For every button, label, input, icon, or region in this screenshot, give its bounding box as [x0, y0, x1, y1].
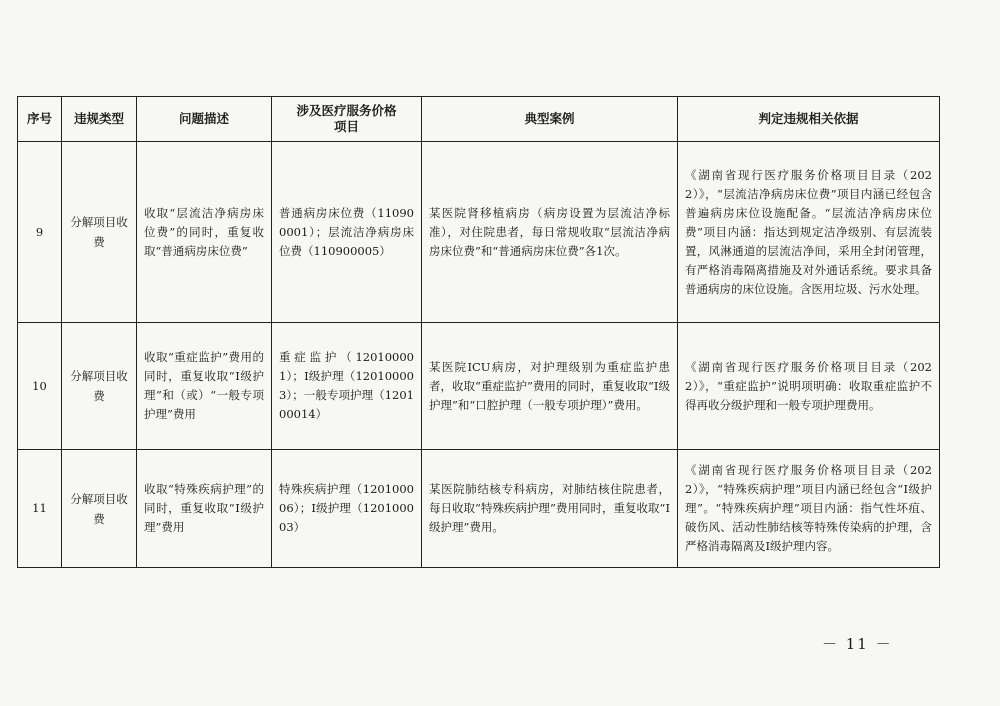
cell-description	[137, 450, 272, 568]
header-description: 问题描述	[137, 97, 272, 142]
header-seq: 序号	[18, 97, 62, 142]
header-basis: 判定违规相关依据	[678, 97, 940, 142]
table-row	[18, 450, 940, 568]
cell-case-text: 某医院ICU病房，对护理级别为重症监护患者，收取“重症监护”费用的同时，重复收取“Ⅰ级护理”和“口腔护理（一般专项护理）”费用。	[429, 359, 670, 412]
table-row	[18, 142, 940, 323]
cell-item-text: 特殊疾病护理（120100006）；Ⅰ级护理（120100003）	[279, 482, 414, 534]
cell-seq: 10	[18, 323, 62, 450]
cell-case	[422, 323, 678, 450]
cell-type	[62, 323, 137, 450]
cell-case-text: 某医院肺结核专科病房，对肺结核住院患者，每日收取“特殊疾病护理”费用同时，重复收取“Ⅰ级护理”费用。	[429, 482, 670, 534]
header-item-text: 涉及医疗服务价格项目	[296, 103, 397, 134]
cell-case	[422, 142, 678, 323]
cell-type	[62, 142, 137, 323]
header-type: 违规类型	[62, 97, 137, 142]
cell-description-text: 收取“重症监护”费用的同时，重复收取“Ⅰ级护理”和（或）“一般专项护理”费用	[144, 350, 264, 421]
cell-basis	[678, 142, 940, 323]
table-row	[18, 323, 940, 450]
cell-item	[272, 323, 422, 450]
cell-item-text: 重症监护（120100001）；Ⅰ级护理（120100003）；一般专项护理（120100014）	[279, 350, 414, 421]
cell-type	[62, 450, 137, 568]
cell-basis-text: 《湖南省现行医疗服务价格项目目录（2022）》，“层流洁净病房床位费”项目内涵已经包含普遍病房床位设施配备。“层流洁净病房床位费”项目内涵：指达到规定洁净级别、有层流装置，风淋通道的层流洁净间，采用全封闭管理，有严格消毒隔离措施及对外通话系统。要求具备普通病房的床位设施。含医用垃圾、污水处理。	[685, 167, 932, 296]
cell-description-text: 收取“层流洁净病房床位费”的同时，重复收取“普通病房床位费”	[144, 205, 264, 258]
cell-basis	[678, 450, 940, 568]
cell-case	[422, 450, 678, 568]
table-header-row	[18, 97, 940, 142]
cell-basis-text: 《湖南省现行医疗服务价格项目目录（2022）》，“重症监护”说明项明确：收取重症监护不得再收分级护理和一般专项护理费用。	[685, 359, 932, 412]
cell-item	[272, 142, 422, 323]
cell-case-text: 某医院肾移植病房（病房设置为层流洁净标准），对住院患者，每日常规收取“层流洁净病房床位费”和“普通病房床位费”各1次。	[429, 205, 670, 258]
cell-type-text: 分解项目收费	[70, 491, 128, 526]
violation-table	[17, 96, 940, 568]
cell-item	[272, 450, 422, 568]
page-number: － 11 －	[822, 635, 893, 653]
header-item	[272, 97, 422, 142]
cell-type-text: 分解项目收费	[70, 369, 128, 403]
header-case: 典型案例	[422, 97, 678, 142]
cell-description	[137, 142, 272, 323]
cell-description	[137, 323, 272, 450]
cell-description-text: 收取“特殊疾病护理”的同时，重复收取“Ⅰ级护理”费用	[144, 482, 264, 534]
cell-basis-text: 《湖南省现行医疗服务价格项目目录（2022）》，“特殊疾病护理”项目内涵已经包含“Ⅰ级护理”。“特殊疾病护理”项目内涵：指气性坏疽、破伤风、活动性肺结核等特殊传染病的护理，含严格消毒隔离及Ⅰ级护理内容。	[685, 463, 932, 553]
cell-basis	[678, 323, 940, 450]
cell-seq: 9	[18, 142, 62, 323]
cell-seq: 11	[18, 450, 62, 568]
cell-item-text: 普通病房床位费（110900001）；层流洁净病房床位费（110900005）	[279, 205, 414, 258]
cell-type-text: 分解项目收费	[70, 215, 128, 249]
